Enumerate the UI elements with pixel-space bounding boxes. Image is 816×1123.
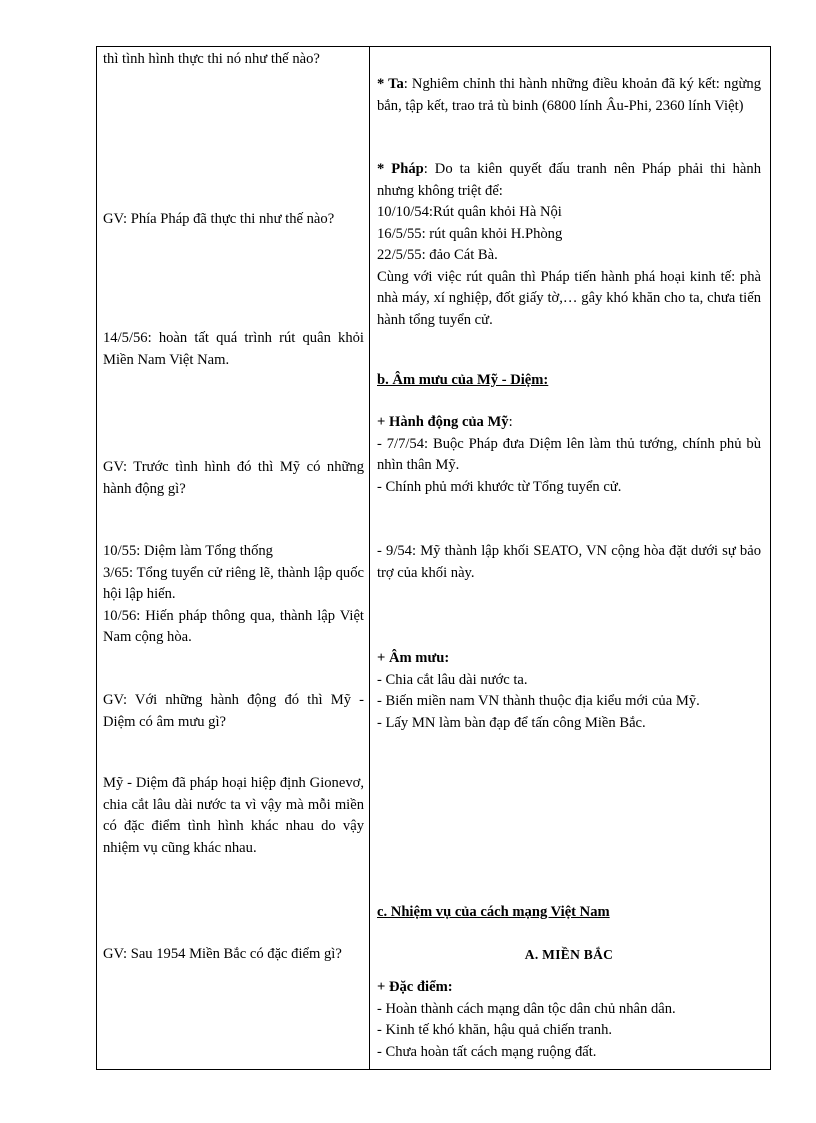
left-note-withdraw: 14/5/56: hoàn tất quá trình rút quân khỏi Miền Nam Việt Nam.	[103, 330, 364, 368]
dac-diem-line: - Hoàn thành cách mạng dân tộc dân chủ nhân dân.	[377, 1000, 676, 1017]
phap-line: 16/5/55: rút quân khỏi H.Phòng	[377, 225, 563, 242]
right-am-muu	[377, 648, 761, 734]
hanh-dong-line: - 7/7/54: Buộc Pháp đưa Diệm lên làm thủ tướng, chính phủ bù nhìn thân Mỹ.	[377, 435, 761, 473]
hanh-dong-label: + Hành động của Mỹ	[377, 414, 509, 430]
phap-label: * Pháp	[377, 161, 424, 177]
left-note-sabotage: Mỹ - Diệm đã pháp hoại hiệp định Gionevơ, chia cắt lâu dài nước ta vì vậy mà mỗi miền có đặc điểm tình hình khác nhau do vậy nhiệm vụ cũng khác nhau.	[103, 775, 364, 856]
am-muu-label: + Âm mưu:	[377, 650, 450, 666]
ta-text: : Nghiêm chỉnh thi hành những điều khoản đã ký kết: ngừng bắn, tập kết, trao trả tù binh (6800 lính Âu-Phi, 2360 lính Việt)	[377, 76, 762, 114]
section-b-heading: b. Âm mưu của Mỹ - Diệm:	[377, 372, 549, 388]
right-hanh-dong: + Hành động của Mỹ: - 7/7/54: Buộc Pháp đưa Diệm lên làm thủ tướng, chính phủ bù nhìn thân Mỹ. - Chính phủ mới khước từ Tổng tuyển cử.	[377, 412, 761, 498]
left-question-am-muu: GV: Với những hành động đó thì Mỹ - Diệm có âm mưu gì?	[103, 692, 364, 730]
right-seato: - 9/54: Mỹ thành lập khối SEATO, VN cộng hòa đặt dưới sự bảo trợ của khối này.	[377, 543, 761, 581]
phap-line: 10/10/54:Rút quân khỏi Hà Nội	[377, 204, 562, 220]
mien-bac-title: A. MIỀN BẮC	[524, 947, 614, 962]
am-muu-line: - Lấy MN làm bàn đạp để tấn công Miền Bắc.	[377, 714, 646, 731]
left-question-intro: thì tình hình thực thi nó như thế nào?	[103, 51, 320, 67]
right-phap	[377, 159, 761, 331]
phap-line: 22/5/55: đảo Cát Bà.	[377, 247, 498, 263]
left-question-mien-bac: GV: Sau 1954 Miền Bắc có đặc điểm gì?	[103, 946, 342, 962]
right-ta	[377, 74, 761, 117]
section-c-heading: c. Nhiệm vụ của cách mạng Việt Nam	[377, 904, 610, 920]
ta-label: * Ta	[377, 76, 404, 92]
dac-diem-line: - Kinh tế khó khăn, hậu quả chiến tranh.	[377, 1022, 613, 1038]
dac-diem-line: - Chưa hoàn tất cách mạng ruộng đất.	[377, 1043, 597, 1060]
event-line: 3/65: Tổng tuyển cử riêng lẽ, thành lập quốc hội lập hiến.	[103, 564, 364, 602]
am-muu-line: - Chia cắt lâu dài nước ta.	[377, 671, 528, 688]
left-events	[103, 541, 364, 649]
event-line: 10/55: Diệm làm Tổng thống	[103, 543, 273, 559]
left-question-my: GV: Trước tình hình đó thì Mỹ có những hành động gì?	[103, 459, 364, 497]
hanh-dong-line: - Chính phủ mới khước từ Tổng tuyển cử.	[377, 478, 622, 495]
dac-diem-label: + Đặc điểm:	[377, 979, 453, 995]
event-line: 10/56: Hiến pháp thông qua, thành lập Việt Nam cộng hòa.	[103, 607, 364, 645]
left-question-phap: GV: Phía Pháp đã thực thi như thế nào?	[103, 211, 335, 227]
phap-text: : Do ta kiên quyết đấu tranh nên Pháp phải thi hành nhưng không triệt để:	[377, 161, 761, 199]
right-dac-diem	[377, 977, 761, 1063]
column-divider	[369, 46, 370, 1070]
am-muu-line: - Biến miền nam VN thành thuộc địa kiểu mới của Mỹ.	[377, 693, 700, 709]
phap-extra: Cùng với việc rút quân thì Pháp tiến hành phá hoại kinh tế: phà nhà máy, xí nghiệp, đốt giấy tờ,… gây khó khăn cho ta, chưa tiến hành tổng tuyển cử.	[377, 268, 761, 328]
